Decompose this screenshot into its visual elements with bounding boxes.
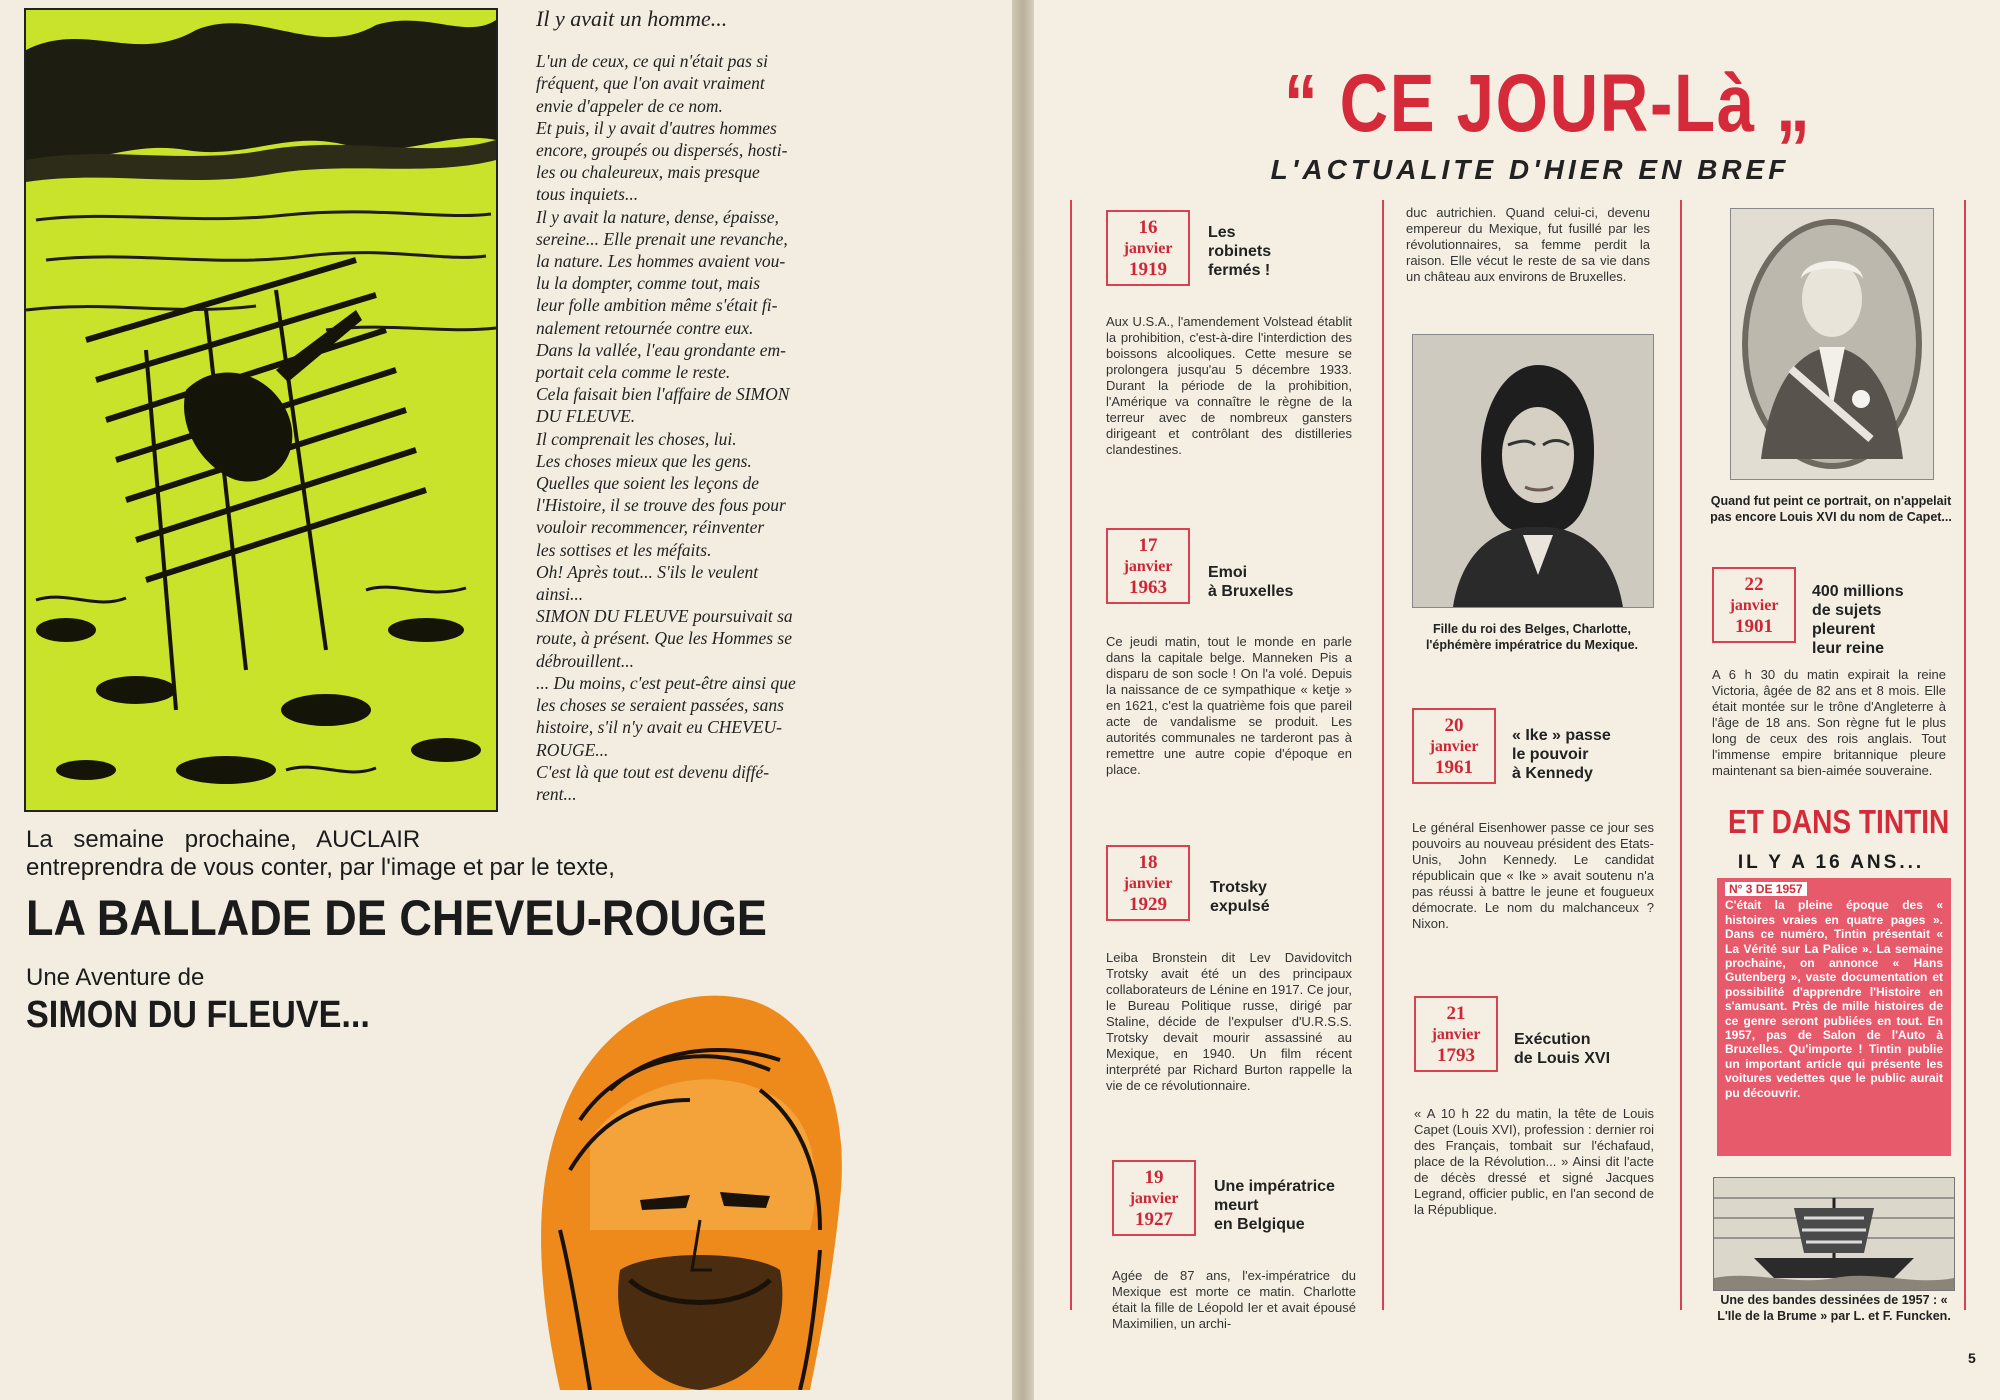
narration-line: Il y avait un homme... <box>536 6 728 31</box>
tintin-recap-box <box>1717 878 1951 1156</box>
narration-line: les choses se seraient passées, sans <box>536 695 784 716</box>
narration-line: les ou chaleureux, mais presque <box>536 162 760 183</box>
headline-line: expulsé <box>1210 898 1270 915</box>
entry-paragraph: duc autrichien. Quand celui-ci, devenu empereur du Mexique, fut fusillé par les révolutionnaires, sa femme perdit la raison. Elle vécut le reste de sa vie dans un château aux environs de Bruxelles. <box>1406 205 1650 284</box>
date-year: 1927 <box>1135 1209 1173 1230</box>
date-day: 22 <box>1744 574 1764 595</box>
date-month: janvier <box>1123 240 1173 257</box>
raft-illustration <box>26 10 496 810</box>
narration-line: l'Histoire, il se trouve des fous pour <box>536 495 786 516</box>
entry-headline <box>1514 1030 1610 1068</box>
date-year: 1919 <box>1129 259 1167 280</box>
entry-text <box>1406 205 1650 285</box>
date-month: janvier <box>1729 597 1779 614</box>
narration-line: rent... <box>536 783 577 804</box>
narration-line: sereine... Elle prenait une revanche, <box>536 228 788 249</box>
narration-line: DU FLEUVE. <box>536 406 636 427</box>
date-year: 1963 <box>1129 577 1167 598</box>
headline-line: 400 millions <box>1812 583 1904 600</box>
column-rule <box>1964 200 1966 1310</box>
headline-line: en Belgique <box>1214 1216 1305 1233</box>
portrait-illustration <box>520 970 850 1390</box>
photo-caption: Une des bandes dessinées de 1957 : « L'Ile de la Brume » par L. et F. Funcken. <box>1717 1293 1951 1323</box>
headline-line: de sujets <box>1812 602 1882 619</box>
entry-text <box>1712 667 1946 779</box>
column-rule <box>1680 200 1682 1310</box>
narration-line: ROUGE... <box>536 739 609 760</box>
promo-hero-name: SIMON DU FLEUVE... <box>26 994 370 1036</box>
column-rule <box>1070 200 1072 1310</box>
louis-xvi-portrait-image <box>1731 209 1933 479</box>
narration-line: Cela faisait bien l'affaire de SIMON <box>536 384 790 405</box>
narration-line: Quelles que soient les leçons de <box>536 473 760 494</box>
photo-caption: Fille du roi des Belges, Charlotte, l'éphémère impératrice du Mexique. <box>1425 622 1639 652</box>
narration-line: Il y avait la nature, dense, épaisse, <box>536 206 779 227</box>
date-month: janvier <box>1123 875 1173 892</box>
narration-line: Et puis, il y avait d'autres hommes <box>536 117 777 138</box>
date-day: 18 <box>1138 852 1158 873</box>
date-box <box>1112 1160 1196 1236</box>
narration-line: encore, groupés ou dispersés, hosti- <box>536 140 788 161</box>
entry-paragraph: Aux U.S.A., l'amendement Volstead établit la prohibition, c'est-à-dire l'interdiction des boissons alcooliques. Cette mesure se prolongera jusqu'au 5 décembre 1933. Durant la période de la prohibition, l'Amérique va connaître le règne de la terreur avec de nombreux gansters dirigeant et contrôlant des distilleries clandestines. <box>1106 314 1352 457</box>
headline-line: fermés ! <box>1208 262 1271 279</box>
column-rule <box>1382 200 1384 1310</box>
louis-xvi-photo <box>1730 208 1934 480</box>
narration-line: fréquent, que l'on avait vraiment <box>536 73 765 94</box>
headline-line: Les <box>1208 224 1236 241</box>
date-month: janvier <box>1431 1026 1481 1043</box>
headline-line: à Bruxelles <box>1208 583 1294 600</box>
narration-line: les sottises et les méfaits. <box>536 539 712 560</box>
entry-headline <box>1214 1177 1335 1234</box>
recap-issue-label: N° 3 DE 1957 <box>1725 882 1807 896</box>
entry-headline <box>1210 878 1270 916</box>
column-subtitle: L'ACTUALITE D'HIER EN BREF <box>1270 154 1790 185</box>
narration-line: lu la dompter, comme tout, mais <box>536 273 761 294</box>
narration-line: route, à présent. Que les Hommes se <box>536 628 792 649</box>
entry-paragraph: Leiba Bronstein dit Lev Davidovitch Trotsky avait été un des principaux collaborateurs de Lénine en 1917. Ce jour, le Bureau Politique russe, dirigé par Staline, décide de l'expulser d'U.R.S.S. Trotsky devait mourir assassiné au Mexique, en 1940. Un film récent interprété par Richard Burton rappelle la vie de ce révolutionnaire. <box>1106 950 1352 1093</box>
tintin-section-title: ET DANS TINTIN <box>1728 803 1950 840</box>
entry-headline <box>1812 582 1904 658</box>
promo-subtitle: Une Aventure de <box>26 964 205 991</box>
entry-paragraph: Agée de 87 ans, l'ex-impératrice du Mexique est morte ce matin. Charlotte était la fille de Léopold Ier et avait épousé Maximilien, un archi- <box>1112 1268 1356 1331</box>
entry-text <box>1106 314 1352 458</box>
headline-line: à Kennedy <box>1512 765 1593 782</box>
column-title: “ CE JOUR-Là „ <box>1284 58 1812 149</box>
narration-line: tous inquiets... <box>536 184 639 205</box>
narration-line: Oh! Après tout... S'ils le veulent <box>536 561 759 582</box>
date-box <box>1106 845 1190 921</box>
photo-caption: Quand fut peint ce portrait, on n'appelait pas encore Louis XVI du nom de Capet... <box>1710 494 1952 524</box>
headline-line: de Louis XVI <box>1514 1050 1611 1067</box>
promo-line-2: entreprendra de vous conter, par l'image et par le texte, <box>26 854 615 881</box>
date-day: 20 <box>1444 715 1464 736</box>
headline-line: pleurent <box>1812 621 1876 638</box>
narration-line: histoire, s'il n'y avait eu CHEVEU- <box>536 717 782 738</box>
date-box <box>1106 528 1190 604</box>
narration-line: L'un de ceux, ce qui n'était pas si <box>536 51 769 72</box>
narration-line: SIMON DU FLEUVE poursuivait sa <box>536 606 793 627</box>
date-day: 16 <box>1138 217 1158 238</box>
date-day: 17 <box>1138 535 1158 556</box>
narration-line: nalement retournée contre eux. <box>536 317 754 338</box>
charlotte-photo <box>1412 334 1654 608</box>
entry-text <box>1412 820 1654 932</box>
narration-line: ... Du moins, c'est peut-être ainsi que <box>536 672 796 693</box>
narration-text <box>536 8 846 805</box>
promo-story-title: LA BALLADE DE CHEVEU-ROUGE <box>26 890 767 946</box>
narration-line: Les choses mieux que les gens. <box>536 450 752 471</box>
narration-line: portait cela comme le reste. <box>536 362 731 383</box>
date-day: 19 <box>1144 1167 1164 1188</box>
date-day: 21 <box>1446 1003 1466 1024</box>
headline-line: Exécution <box>1514 1031 1591 1048</box>
entry-paragraph: A 6 h 30 du matin expirait la reine Victoria, âgée de 82 ans et 8 mois. Elle était montée sur le trône d'Angleterre à l'âge de 18 ans. Son règne fut le plus long de ceux des rois anglais. Tout l'immense empire britannique pleure maintenant sa bien-aimée souveraine. <box>1712 667 1946 778</box>
entry-paragraph: Ce jeudi matin, tout le monde en parle dans la capitale belge. Manneken Pis a disparu de son socle ! On l'a volé. Depuis la naissance de ce sympathique « ketje » en 1621, c'est la quatrième fois que pareil acte de vandalisme se produit. Les autorités communales ne tarderont pas à remettre une autre copie d'époque en place. <box>1106 634 1352 777</box>
narration-line: envie d'appeler de ce nom. <box>536 95 723 116</box>
date-month: janvier <box>1129 1190 1179 1207</box>
headline-line: leur reine <box>1812 640 1885 657</box>
date-month: janvier <box>1123 558 1173 575</box>
headline-line: Trotsky <box>1210 879 1267 896</box>
headline-line: robinets <box>1208 243 1272 260</box>
narration-line: débrouillent... <box>536 650 635 671</box>
page-gutter <box>1012 0 1034 1400</box>
right-page-header <box>1230 58 1830 186</box>
entry-text <box>1414 1106 1654 1218</box>
date-box <box>1414 996 1498 1072</box>
narration-line: vouloir recommencer, réinventer <box>536 517 765 538</box>
date-box <box>1412 708 1496 784</box>
entry-headline <box>1208 563 1293 601</box>
date-box <box>1106 210 1190 286</box>
promo-line-1: La semaine prochaine, AUCLAIR <box>26 826 421 853</box>
date-year: 1961 <box>1435 757 1473 778</box>
date-year: 1929 <box>1129 894 1167 915</box>
headline-line: « Ike » passe <box>1512 727 1611 744</box>
entry-headline <box>1512 726 1611 783</box>
cheveu-rouge-portrait <box>520 970 850 1390</box>
ship-comic-strip <box>1713 1177 1955 1291</box>
entry-paragraph: « A 10 h 22 du matin, la tête de Louis Capet (Louis XVI), profession : dernier roi des Français, tombait sur l'échafaud, place de la Révolution... » Ainsi dit l'acte de décès dressé et signé Jacques Legrand, officier public, en l'an second de la République. <box>1414 1106 1654 1217</box>
headline-line: Emoi <box>1208 564 1248 581</box>
narration-line: leur folle ambition même s'était fi- <box>536 295 778 316</box>
headline-line: meurt <box>1214 1197 1259 1214</box>
narration-line: ainsi... <box>536 584 584 605</box>
recap-text: C'était la pleine époque des « histoires vraies en quatre pages ». Dans ce numéro, Tintin présentait « La Vérité sur La Palice ». La semaine prochaine, on annonce « Hans Gutenberg », vaste documentation et possibilité d'apprendre l'Histoire en s'amusant. Près de mille histoires de ce genre seront publiées en tout. En 1957, pas de Salon de l'Auto à Bruxelles. Qu'importe ! Tintin publie un important article qui présente les voitures vedettes que le public aurait pu découvrir. <box>1725 898 1943 1100</box>
entry-text <box>1106 634 1352 778</box>
date-year: 1793 <box>1437 1045 1475 1066</box>
entry-text <box>1106 950 1352 1094</box>
headline-line: Une impératrice <box>1214 1178 1335 1195</box>
entry-paragraph: Le général Eisenhower passe ce jour ses pouvoirs au nouveau président des Etats-Unis, John Kennedy. Le candidat républicain que « Ike » avait soutenu n'a pas réussi à battre le jeune et fougueux démocrate. Le nom du malchanceux ? Nixon. <box>1412 820 1654 931</box>
raft-comic-panel <box>24 8 498 812</box>
headline-line: le pouvoir <box>1512 746 1589 763</box>
tintin-section-subtitle: IL Y A 16 ANS... <box>1737 852 1925 873</box>
page-number: 5 <box>1968 1350 1976 1366</box>
narration-line: C'est là que tout est devenu diffé- <box>536 761 770 782</box>
narration-line: Il comprenait les choses, lui. <box>536 428 737 449</box>
narration-line: la nature. Les hommes avaient vou- <box>536 251 786 272</box>
date-year: 1901 <box>1735 616 1773 637</box>
entry-headline <box>1208 223 1271 280</box>
narration-line: Dans la vallée, l'eau grondante em- <box>536 339 786 360</box>
entry-text <box>1112 1268 1356 1332</box>
charlotte-portrait-image <box>1413 335 1653 607</box>
date-box <box>1712 567 1796 643</box>
ship-illustration <box>1714 1178 1954 1290</box>
date-month: janvier <box>1429 738 1479 755</box>
